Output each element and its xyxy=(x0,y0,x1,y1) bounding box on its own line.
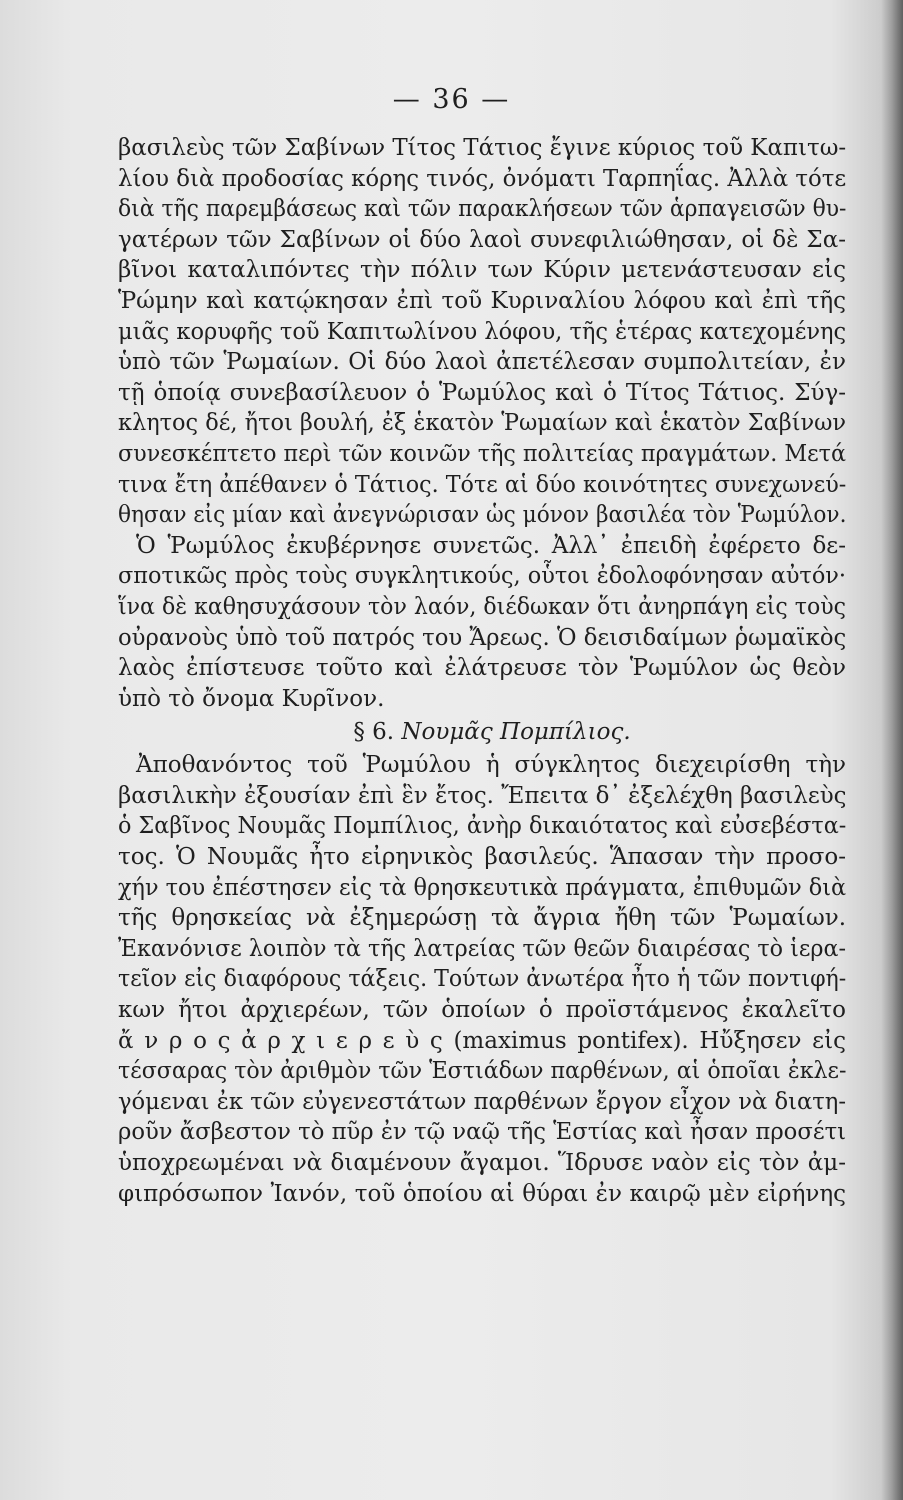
section-number: § 6. xyxy=(353,719,395,746)
text-line: βασιλικὴν ἐξουσίαν ἐπὶ ἓν ἔτος. Ἔπειτα δ᾽ ἐξελέχθη βασιλεὺς xyxy=(118,782,847,809)
paragraph xyxy=(118,531,846,715)
text-line: χήν του ἐπέστησεν εἰς τὰ θρησκευτικὰ πράγματα, ἐπιθυμῶν διὰ xyxy=(118,874,847,901)
section-heading xyxy=(118,714,846,750)
text-line: λίου διὰ προδοσίας κόρης τινός, ὀνόματι Ταρπηΐας. Ἀλλὰ τότε xyxy=(118,165,847,192)
text-line: τῆς θρησκείας νὰ ἐξημερώσῃ τὰ ἄγρια ἤθη τῶν Ῥωμαίων. xyxy=(118,905,846,932)
section-title: Νουμᾶς Πομπίλιος. xyxy=(401,719,631,746)
text-line: τος. Ὁ Νουμᾶς ἦτο εἰρηνικὸς βασιλεύς. Ἅπασαν τὴν προσο- xyxy=(118,844,846,871)
text-line: συνεσκέπτετο περὶ τῶν κοινῶν τῆς πολιτείας πραγμάτων. Μετά xyxy=(118,440,847,467)
text-line: τέσσαρας τὸν ἀριθμὸν τῶν Ἑστιάδων παρθένων, αἱ ὁποῖαι ἐκλε- xyxy=(118,1058,847,1085)
text-line: γόμεναι ἐκ τῶν εὐγενεστάτων παρθένων ἔργον εἶχον νὰ διατη- xyxy=(118,1088,847,1115)
text-line: Ὁ Ῥωμύλος ἐκυβέρνησε συνετῶς. Ἀλλ᾽ ἐπειδὴ ἐφέρετο δε- xyxy=(136,532,846,559)
text-line: θησαν εἰς μίαν καὶ ἀνεγνώρισαν ὡς μόνον βασιλέα τὸν Ῥωμύλον. xyxy=(118,502,847,529)
text-line: ροῦν ἄσβεστον τὸ πῦρ ἐν τῷ ναῷ τῆς Ἑστίας καὶ ἦσαν προσέτι xyxy=(118,1119,847,1146)
text-line: Ἐκανόνισε λοιπὸν τὰ τῆς λατρείας τῶν θεῶν διαιρέσας τὸ ἱερα- xyxy=(118,935,847,962)
text-line: ὁ Σαβῖνος Νουμᾶς Πομπίλιος, ἀνὴρ δικαιότατος καὶ εὐσεβέστα- xyxy=(118,813,847,840)
text-line: Ἀποθανόντος τοῦ Ῥωμύλου ἡ σύγκλητος διεχειρίσθη τὴν xyxy=(136,752,846,779)
page-number: — 36 — xyxy=(392,84,511,115)
text-line: βασιλεὺς τῶν Σαβίνων Τίτος Τάτιος ἔγινε κύριος τοῦ Καπιτω- xyxy=(118,135,847,161)
text-line: κλητος δέ, ἤτοι βουλή, ἐξ ἑκατὸν Ῥωμαίων καὶ ἑκατὸν Σαβίνων xyxy=(118,410,847,437)
text-line: τῇ ὁποίᾳ συνεβασίλευον ὁ Ῥωμύλος καὶ ὁ Τίτος Τάτιος. Σύγ- xyxy=(118,379,846,406)
text-line: κων ἤτοι ἀρχιερέων, τῶν ὁποίων ὁ προϊστάμενος ἐκαλεῖτο xyxy=(118,997,846,1024)
text-line: ὑπὸ τὸ ὄνομα Κυρῖνον. xyxy=(118,685,385,712)
text-line: ὑποχρεωμέναι νὰ διαμένουν ἄγαμοι. Ἵδρυσε ναὸν εἰς τὸν ἀμ- xyxy=(118,1150,846,1176)
text-line: γατέρων τῶν Σαβίνων οἱ δύο λαοὶ συνεφιλιώθησαν, οἱ δὲ Σα- xyxy=(118,226,846,253)
text-line: σποτικῶς πρὸς τοὺς συγκλητικούς, οὗτοι ἐδολοφόνησαν αὐτόν· xyxy=(118,563,847,590)
text-line: βῖνοι καταλιπόντες τὴν πόλιν των Κύριν μετενάστευσαν εἰς xyxy=(118,257,846,284)
text-line: ἵνα δὲ καθησυχάσουν τὸν λαόν, διέδωκαν ὅτι ἀνηρπάγη εἰς τοὺς xyxy=(118,593,847,620)
text-line: ὑπὸ τῶν Ῥωμαίων. Οἱ δύο λαοὶ ἀπετέλεσαν συμπολιτείαν, ἐν xyxy=(118,349,846,376)
text-line: λαὸς ἐπίστευσε τοῦτο καὶ ἐλάτρευσε τὸν Ῥωμύλον ὡς θεὸν xyxy=(118,655,846,682)
text-line: φιπρόσωπον Ἰανόν, τοῦ ὁποίου αἱ θύραι ἐν καιρῷ μὲν εἰρήνης xyxy=(118,1180,846,1207)
text-line: Ῥώμην καὶ κατῴκησαν ἐπὶ τοῦ Κυριναλίου λόφου καὶ ἐπὶ τῆς xyxy=(118,287,846,314)
text-line: διὰ τῆς παρεμβάσεως καὶ τῶν παρακλήσεων τῶν ἁρπαγεισῶν θυ- xyxy=(118,196,847,223)
text-line: ἄ ν ρ ο ς ἀ ρ χ ι ε ρ ε ὺ ς (maximus pontifex). Ηὔξησεν εἰς xyxy=(118,1027,846,1054)
paragraph xyxy=(118,133,846,531)
text-line: μιᾶς κορυφῆς τοῦ Καπιτωλίνου λόφου, τῆς ἑτέρας κατεχομένης xyxy=(118,318,847,345)
page-body xyxy=(118,133,846,1209)
page-spine-shadow xyxy=(881,0,903,1500)
text-line: οὐρανοὺς ὑπὸ τοῦ πατρός του Ἄρεως. Ὁ δεισιδαίμων ῥωμαϊκὸς xyxy=(118,624,847,651)
text-line: τεῖον εἰς διαφόρους τάξεις. Τούτων ἀνωτέρα ἦτο ἡ τῶν ποντιφή- xyxy=(118,966,847,993)
text-line: τινα ἔτη ἀπέθανεν ὁ Τάτιος. Τότε αἱ δύο κοινότητες συνεχωνεύ- xyxy=(118,471,847,498)
paragraph xyxy=(118,750,846,1209)
